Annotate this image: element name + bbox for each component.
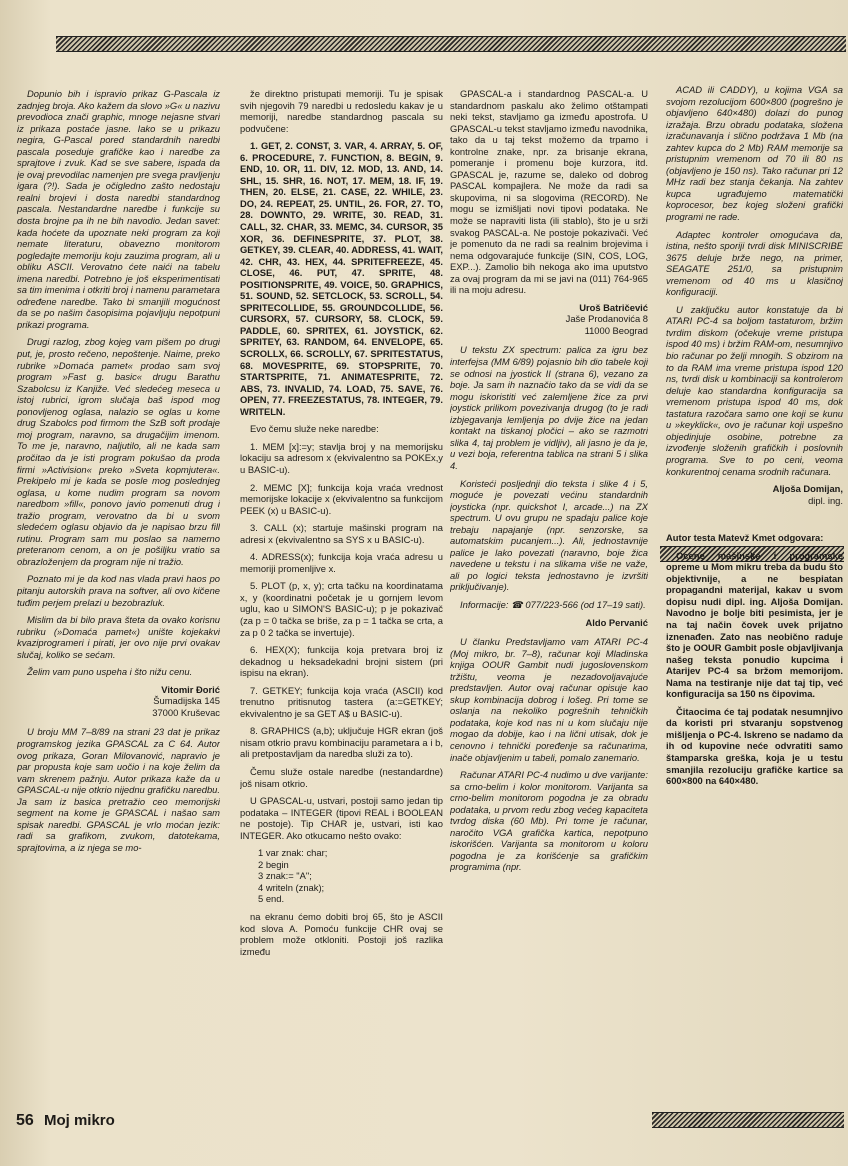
commands-intro: Evo čemu služe neke naredbe: [250, 423, 379, 435]
command-list: 1. GET, 2. CONST, 3. VAR, 4. ARRAY, 5. OF, 6. PROCEDURE, 7. FUNCTION, 8. BEGIN, 9. END, 10. OR, 11. DIV, 12. MOD, 13. AND, 14. SHL, 15. SHR, 16. NOT, 17. MEM, 18. IF, 19. THEN, 20. ELSE, 21. CASE, 22. WHILE, 23. DO, 24. REPEAT, 25. UNTIL, 26. FOR, 27. TO, 28. DOWNTO, 29. WRITE, 30. READ, 31. CALL, 32. CHAR, 33. MEMC, 34. CURSOR, 35 XOR, 36. DEFINESPRITE, 37. PLOT, 38. GETKEY, 39. CLEAR, 40. ADDRESS, 41. WAIT, 42. CHR, 43. HEX, 44. SPRITEFREEZE, 45. CLOSE, 46. PUT, 47. SPRITE, 48. POSITIONSPRITE, 49. VOICE, 50. GRAPHICS, 51. SOUND, 52. SETCLOCK, 53. SCROLL, 54. SPRITECOLLIDE, 55. GROUNDCOLLIDE, 56. CURSORX, 57. CURSORY, 58. CLOCK, 59. PADDLE, 60. SPRITEX, 61. JOYSTICK, 62. SPRITEY, 63. RANDOM, 64. ENVELOPE, 65. SCROLLX, 66. SCROLLY, 67. SPRITESTATUS, 68. MOVESPRITE, 69. STOPSPRITE, 70. STARTSPRITE, 71. ANIMATESPRITE, 72. ABS, 73. INVALID, 74. LOAD, 75. SAVE, 76. OPEN, 77. FREEZESTATUS, 78. INTEGER, 79. WRITELN. [240, 140, 443, 417]
column-1 [17, 88, 220, 1108]
reply-paragraph-1: Ocene mašinske i programske opreme u Mom mikru treba da budu što objektivnije, a ne bespiatan propagandni materijal, kakav u svom dopisu nudi dipl. ing. Aljoša Domijan. Navodno je bolje biti pesimista, jer je na taj način čovek uvek prijatno iznenađen. Zato nas neobično raduje što je OOUR Gambit posle objavljivanja našeg teksta ponudio kupcima i Atarijev PC-4 sa bržom memorijom. Nama na testiranje nije dat taj tip, već konfiguracija sa 150 ns čipovima. [666, 549, 843, 700]
command-note-7: 7. GETKEY; funkcija koja vraća (ASCII) kod trenutno pritisnutog tastera (a:=GETKEY; ekvivalentno je sa GET A$ u BASIC-u). [240, 684, 443, 719]
letter1-signature [17, 684, 220, 719]
command-note-1: 1. MEM [x]:=y; stavlja broj y na memorijsku lokaciju sa adresom x (ekvivalentno sa POKEx,y u BASIC-u). [240, 440, 443, 475]
letter3-paragraph-1: U tekstu ZX spectrum: palica za igru bez interfejsa (MM 6/89) pojasnio bih dio tabele koji se odnosi na jyostick II (strana 6), vezano za boje. Ja sam ih naznačio tako da se vidi da se mogu iskoristiti već zalemljene žice za prvi joystick prilikom povezivanja drugog (to je radi izbjegavanja lemljenja po dvije žice na jedan kontakt na tiskanoj pločici – ako se razmotri slika 4, taj problem je vidljiv), ali jasno je da je, u vezi boja, referentna tablica na strani 5 i slika 4. [450, 344, 648, 471]
magazine-name: Moj mikro [43, 1112, 115, 1129]
letter3-contact: Informacije: ☎ 077/223-566 (od 17–19 sati). [460, 598, 646, 610]
letter1-paragraph-1: Dopunio bih i ispravio prikaz G-Pascala iz zadnjeg broja. Ako kažem da slovo »G« u nazivu prevodioca znači graphic, mnoge nejasne stvari iz prikaza postaće jasne. Iako se u prikazu negira, G-Pascal pored standardnih naredbi pascala poseduje grafičke kao i naredbe za sprajtove i zvuk. Kad se sve sabere, ispada da je ovaj prevodilac namenjen pre svega pravljenju igara (?!). Sada je očigledno zašto nedostaju realni brojevi i dosta naredbi standardnog pascala. Nestandardne naredbe i funkcije su dosta brojne pa ih ne bih navodio. Jedan savet: kada hoćete da upoznate neki program za koji nemate literaturu, obavezno monitorom pogledajte memoriju koju zauzima program, ali u obliku ASCII. Verovatno ćete naići na tabelu imena naredbi. Potrebno je još eksperimentisati sa tim imenima i otkriti broj i namenu parametara određene naredbe. Tako bi smanjili mogućnost da se po našim časopisima pojavljuju nepotpuni prikazi programa. [17, 88, 220, 330]
signature-title: dipl. ing. [808, 494, 843, 506]
column-4 [666, 84, 843, 1104]
code-line: 2 begin [258, 858, 289, 870]
letter2-paragraph-1: U broju MM 7–8/89 na strani 23 dat je prikaz programskog jezika GPASCAL za C 64. Autor ovog prikaza, Goran Milovanović, napravio je par propusta koje sam uočio i na koje želim da vam skrenem pažnju. Autor prikaza kaže da u GPASCAL-u nije otkrio nijednu grafičku naredbu. Ja sam iz basica pretražio ceo memorijski segment na kome je GPASCAL i našao sam spisak naredbi. GPASCAL je vrlo moćan jezik: radi sa grafikom, zvukom, datotekama, sprajtovima, a iz njega se mo- [17, 726, 220, 853]
letter4-signature [666, 483, 843, 506]
column-2 [240, 88, 443, 1112]
letter2-paragraph-3: Čemu služe ostale naredbe (nestandardne) još nisam otkrio. [240, 765, 443, 789]
code-line: 5 end. [258, 893, 285, 905]
letter2-signature [450, 302, 648, 337]
signature-name: Aldo Pervanić [585, 616, 648, 628]
letter4-paragraph-4: Adaptec kontroler omogućava da, istina, nešto sporiji tvrdi disk MINISCRIBE 3675 deluje brže nego, na primer, SEAGATE 251/0, sa pristupnim vremenom od 40 ms u klasičnoj konfiguraciji. [666, 228, 843, 298]
letter2-paragraph-2: že direktno pristupati memoriji. Tu je spisak svih njegovih 79 naredbi u redosledu kakav je u memoriji, naredbe standardnog pascala su podvučene: [240, 88, 443, 134]
page-number: 56 [16, 1112, 34, 1129]
letter1-paragraph-4: Mislim da bi bilo prava šteta da ovako korisnu rubriku (»Domaća pamet«) unište kojekakvi kvaziprogrameri i pirati, jer ovo nije prvi ovakav slučaj, koliko se sećam. [17, 614, 220, 660]
reply-paragraph-2: Čitaocima će taj podatak nesumnjivo da koristi pri stvaranju sopstvenog mišljenja o PC-4. Iskreno se nadamo da ih od kupovine neće odvratiti samo štamparska greška, koja je u testu smanjila rezoluciju grafičke kartice sa 600×800 na 640×480. [666, 705, 843, 787]
signature-name: Vitomir Đorić [161, 683, 220, 695]
command-note-4: 4. ADRESS(x); funkcija koja vraća adresu u memoriji promenljive x. [240, 551, 443, 574]
bottom-decorative-rule [652, 1112, 844, 1128]
letter4-paragraph-2: Računar ATARI PC-4 nudimo u dve varijante: sa crno-belim i kolor monitorom. Varijanta sa crno-belim monitorom pogodna je za obradu podataka, u prvom redu zbog većeg kapaciteta tvrdog diska (60 Mb). Pri tome je računar, naročito VGA grafička kartica, nepotpuno iskorišćen. Varijanta sa monitorom u koloru pogodna je za korišćenje sa grafičkim programima (npr. [450, 769, 648, 873]
signature-address-1: Jaše Prodanovića 8 [565, 313, 648, 325]
letter3-paragraph-2: Koristeći posljednji dio teksta i slike 4 i 5, moguće je povezati većinu standardnih joysticka (npr. quickshot I, arcade...) na ZX spectrum. U ovu grupu ne spadaju palice koje trebaju napajanje (npr. senzorske, sa automatskim pucanjem...). Ali, jednostavnije palice je lako povezati (naravno, boje žica navedene u tekstu i na slikama više ne važe, ali po logici teksta jednostavno je izvršiti priključivanje). [450, 477, 648, 593]
code-line: 4 writeln (znak); [258, 881, 325, 893]
command-note-6: 6. HEX(X); funkcija koja pretvara broj iz dekadnog u heksadekadni brojni sistem (pri ispisu na ekran). [240, 644, 443, 679]
signature-address-2: 11000 Beograd [584, 324, 648, 336]
column-3 [450, 88, 648, 1118]
signature-name: Aljoša Domijan, [772, 483, 843, 495]
letter4-paragraph-3: ACAD ili CADDY), u kojima VGA sa svojom rezolucijom 600×800 (pogrešno je objavljeno 640×480) dolazi do punog izražaja. Brzu obradu podataka, složena izračunavanja i slično podržava 1 Mb (na zahtev kupca do 2 Mb) RAM memorije sa pristupnim vremenom od 70 ili 80 ns (objavljeno je 150 ns). Tako računar pri 12 MHz radi bez stanja čekanja. Na zahtev kupca ugrađujemo matematički koprocesor, bez kojeg složeni grafički programi ne rade. [666, 84, 843, 223]
letter3-signature [450, 617, 648, 629]
signature-name: Uroš Batričević [579, 301, 648, 313]
signature-address-1: Šumadijska 145 [153, 695, 220, 707]
signature-address-2: 37000 Kruševac [152, 706, 220, 718]
page-footer [16, 1112, 115, 1130]
letter4-paragraph-5: U zaključku autor konstatuje da bi ATARI PC-4 sa boljom tastaturom, bržim tvrdim diskom (očekuje vreme pristupa ispod 40 ms) i bržim RAM-om, nesumnjivo bio računar po želji mnogih. S obzirom na to da RAM ima vreme pristupa ispod 120 ns, tvrdi disk u kombinaciji sa kontrolerom deluje kao standardna konfiguracija sa vremenom pristupa ispod 40 ms, dok tastatura razočara samo one koji se kunu u »keyklick«, ovo je računar koji uspešno objedinjuje osobine, potrebne za izvođenje složenih grafičkih i poslovnih programa. Sve to po ceni, veoma konkurentnoj cenama srodnih računara. [666, 303, 843, 477]
command-note-8: 8. GRAPHICS (a,b); uključuje HGR ekran (još nisam otkrio pravu kombinaciju parametara a i b, ali pretpostavljam da naredba služi za to). [240, 725, 443, 760]
letter2-paragraph-6: GPASCAL-a i standardnog PASCAL-a. U standardnom paskalu ako želimo otštampati neki tekst, stavljamo ga između apostrofa. U GPASCAL-u tekst stavljamo između navodnika, tako da u taj tekst možemo da trpamo i kontrolne znake, npr. za brisanje ekrana, pomeranje i promenu boje kurzora, itd. GPASCAL je, razume se, daleko od dobrog PASCAL kompajlera. Ne može da radi sa skupovima, ni sa slogovima (RECORD). Ne mogu se izmišljati novi tipovi podataka. Ne može se napraviti lista (ili stablo), što je u srži svakog PASCAL-a. Ne postoje pokazivači. Već je pomenuto da ne radi sa realnim brojevima i nema odgovarajuće funkcije (SIN, COS, LOG, EXP...). Zamolio bih nekoga ako ima uputstvo za ovaj program da mi se javi na (011) 764-965 ili na moju adresu. [450, 88, 648, 296]
reply-heading: Autor testa Matevž Kmet odgovara: [666, 532, 824, 544]
code-example [258, 847, 443, 905]
command-note-3: 3. CALL (x); startuje mašinski program na adresi x (ekvivalentno sa SYS x u BASIC-u). [240, 522, 443, 545]
letter2-paragraph-5: na ekranu ćemo dobiti broj 65, što je ASCII kod slova A. Pomoću funkcije CHR ovaj se problem može otkloniti. Postoji još razlika između [240, 911, 443, 957]
command-note-2: 2. MEMC [X]; funkcija koja vraća vrednost memorijske lokacije x (ekvivalentno sa funkcijom PEEK (x) u BASIC-u). [240, 481, 443, 516]
letter2-paragraph-4: U GPASCAL-u, ustvari, postoji samo jedan tip podataka – INTEGER (tipovi REAL i BOOLEAN ne postoje). Tip CHAR je, ustvari, isti kao INTEGER. Ako otkucamo nešto ovako: [240, 795, 443, 841]
code-line: 1 var znak: char; [258, 847, 328, 859]
letter4-paragraph-1: U članku Predstavljamo vam ATARI PC-4 (Moj mikro, br. 7–8), računar koji Mladinska knjiga OOUR Gambit nudi jugoslovenskom tržištu, veoma je nezadovoljavajuće predstavljen. Autor ovaj računar opisuje kao skup kombinacija dobrog i lošeg. Pri tome se oslanja na nekoliko pogrešnih tehničkih podataka, koje kod nas ni u kom slučaju nije mogao da dobije, kao i na lični utisak, dok je cenovno i tehnički poređenje sa računarima, inače objavljenim u tabeli, pomalo zanemario. [450, 636, 648, 763]
letter1-paragraph-5: Želim vam puno uspeha i što nižu cenu. [27, 666, 193, 678]
top-decorative-rule [56, 36, 846, 52]
command-note-5: 5. PLOT (p, x, y); crta tačku na koordinatama x, y (koordinatni početak je u gornjem levom uglu, kao u SIMON'S BASIC-u); p je pokazivač (za p = 0 tačka se briše, za p = 1 tačka se crta, a za p 0 2 tačka se invertuje). [240, 580, 443, 638]
letter1-paragraph-2: Drugi razlog, zbog kojeg vam pišem po drugi put, je, prosto rečeno, nepoštenje. Naime, preko rubrike »Domaća pamet« prodao sam svoj program »Fast g. basic« drugu Barathu Szabolcsu iz Kanjiže. Već sledećeg meseca u istoj rubrici, igrom slučaja baš ispod mog ponovljenog oglasa, nalazio se oglas u kome drug Szabolcs pod firmom the SzB soft prodaje moj program, naravno, sa drugačijim imenom. To me je, naravno, naljutilo, ali ne kada sam pročitao da je isti program pokušao da proda firmi »Activision« preko »Sveta kopmjutera«. Prekipelo mi je kada se posle mog poslednjeg oglasa, u kome nudim program sa novom naredbom »fill«, ponovo javio pomenuti drug i tražio program, verovatno da bi u svom sledećem oglasu objavio da je napisao brzu fill rutinu. Program sam mu poslao sa namerno preteranom cenom, a on je pošiljku vratio sa obrazloženjem da program nije ni tražio. [17, 336, 220, 567]
code-line: 3 znak:= "A"; [258, 870, 312, 882]
letter1-paragraph-3: Poznato mi je da kod nas vlada pravi haos po pitanju autorskih prava na softver, ali ovo kičene tuđim perjem prelazi u bezobrazluk. [17, 573, 220, 608]
